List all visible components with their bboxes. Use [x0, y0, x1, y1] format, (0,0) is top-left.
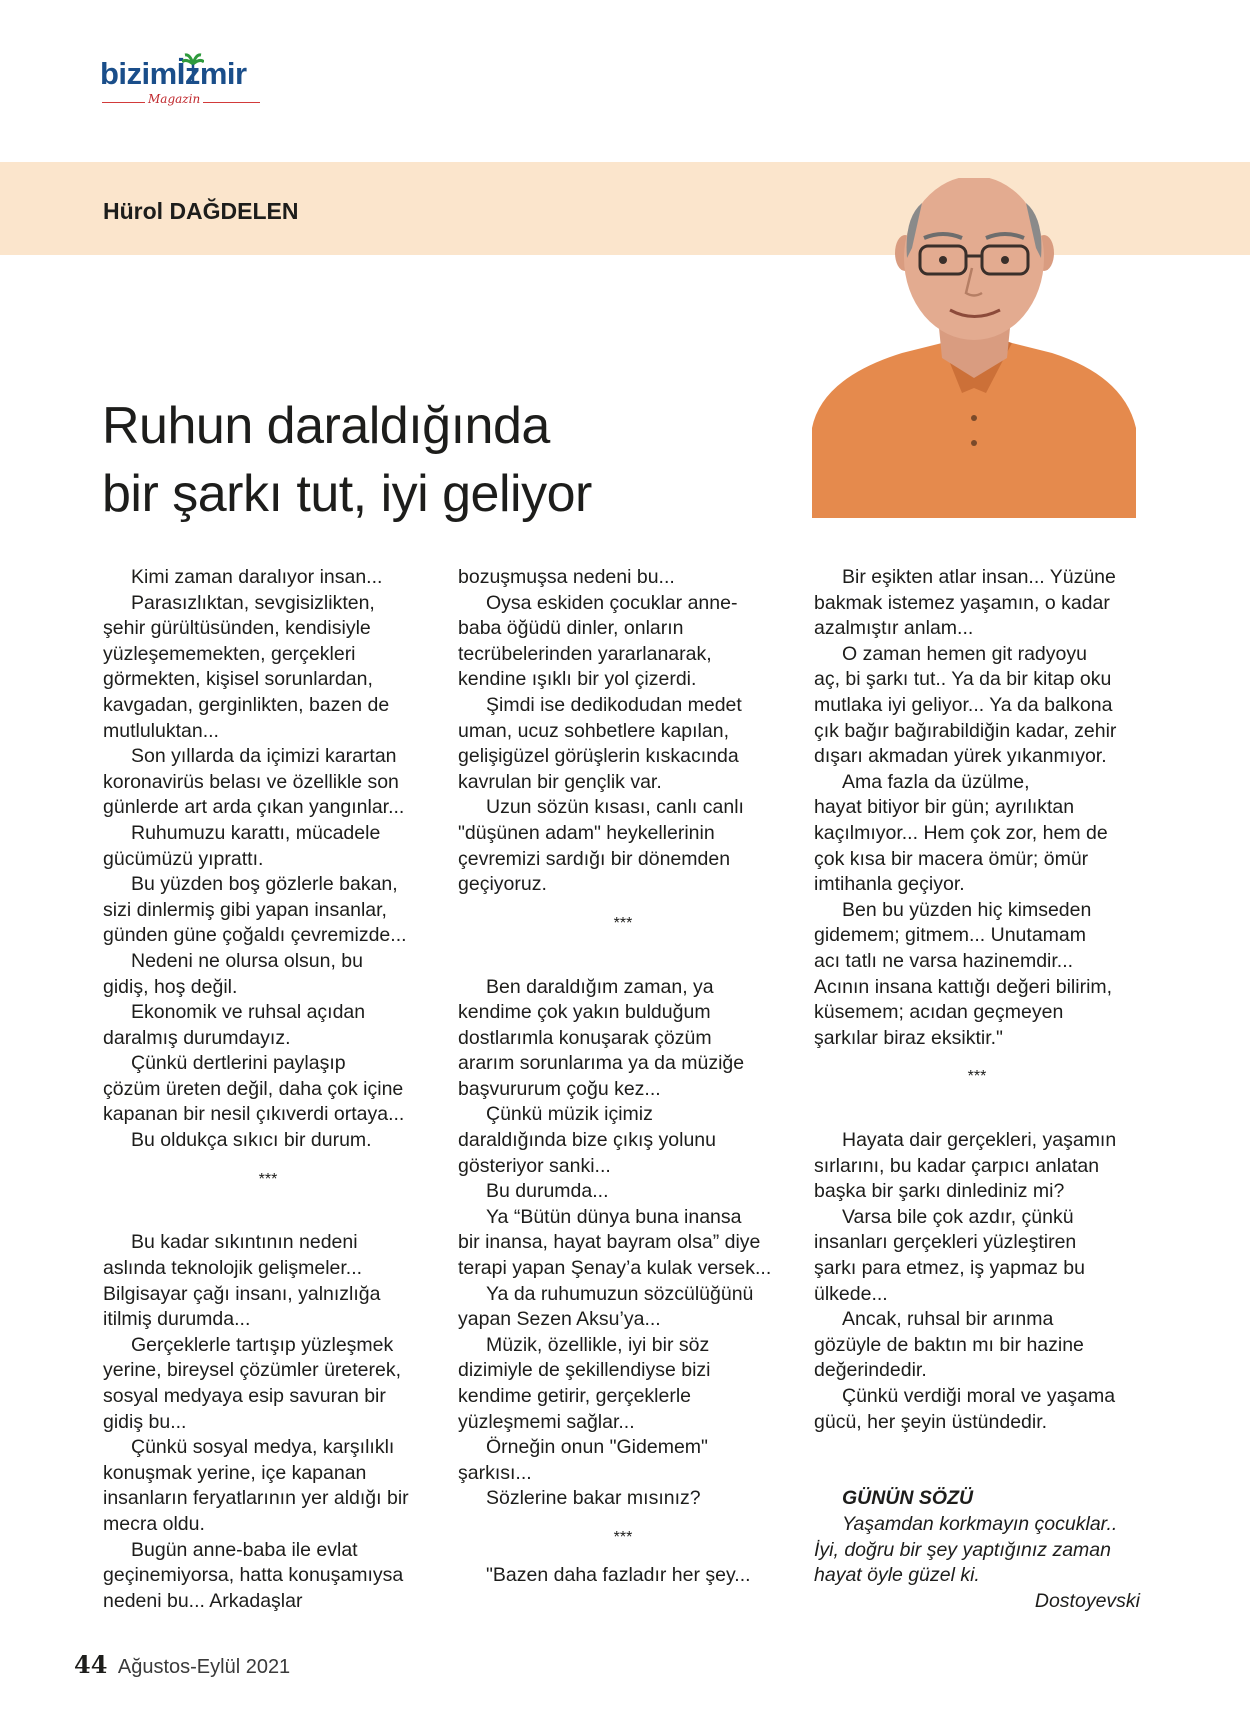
paragraph-line: ülkede... [814, 1282, 888, 1305]
quote-line: İyi, doğru bir şey yaptığınız zaman [814, 1538, 1111, 1561]
paragraph-line: Acının insana kattığı değeri bilirim, [814, 975, 1113, 998]
paragraph-line: yüzleşmemi sağlar... [458, 1410, 635, 1433]
paragraph-line: çözüm üreten değil, daha çok içine [103, 1077, 404, 1100]
paragraph-line: Müzik, özellikle, iyi bir söz [486, 1333, 710, 1356]
paragraph-line: terapi yapan Şenay’a kulak versek... [458, 1257, 772, 1280]
paragraph-line: Son yıllarda da içimizi karartan [131, 745, 397, 768]
paragraph-line: gözüyle de baktın mı bir hazine [814, 1333, 1084, 1356]
headline-line-2: bir şarkı tut, iyi geliyor [102, 465, 592, 523]
author-photo [812, 178, 1136, 518]
paragraph-line: Ya da ruhumuzun sözcülüğünü [486, 1282, 754, 1305]
paragraph-line: şarkılar biraz eksiktir." [814, 1026, 1003, 1049]
article-column-2 [458, 565, 788, 1589]
paragraph-line: nedeni bu... Arkadaşlar [103, 1589, 303, 1612]
paragraph-line: Örneğin onun "Gidemem" [486, 1436, 708, 1459]
paragraph-line: görmekten, kişisel sorunlardan, [103, 668, 373, 691]
paragraph-line: sizi dinlermiş gibi yapan insanlar, [103, 898, 387, 921]
quote-title: GÜNÜN SÖZÜ [842, 1487, 974, 1510]
paragraph-line: koronavirüs belası ve özellikle son [103, 770, 399, 793]
paragraph-line: Gerçeklerle tartışıp yüzleşmek [131, 1333, 394, 1356]
article-column-3 [814, 565, 1140, 1614]
paragraph-line: daralmış durumdayız. [103, 1026, 291, 1049]
paragraph-line: çok kısa bir macera ömür; ömür [814, 847, 1089, 870]
paragraph-line: ararım sorunlarıma ya da müziğe [458, 1052, 745, 1075]
paragraph-line: geçiyoruz. [458, 873, 547, 896]
paragraph-line: konuşmak yerine, içe kapanan [103, 1461, 367, 1484]
paragraph-line: "Bazen daha fazladır her şey... [486, 1564, 751, 1587]
paragraph-line: Bir eşikten atlar insan... Yüzüne [842, 566, 1116, 588]
paragraph-line: Uzun sözün kısası, canlı canlı [486, 796, 744, 819]
paragraph-line: gelişigüzel görüşlerin kıskacında [458, 745, 739, 768]
paragraph-line: Bu yüzden boş gözlerle bakan, [131, 873, 398, 896]
paragraph-line: gidiş bu... [103, 1410, 187, 1433]
paragraph-line: günden güne çoğaldı çevremizde... [103, 924, 407, 947]
paragraph-line: kendime getirir, gerçeklerle [458, 1385, 692, 1407]
section-separator: *** [967, 1068, 987, 1086]
paragraph-line: baba öğüdü dinler, onların [458, 617, 684, 640]
paragraph-line: Sözlerine bakar mısınız? [486, 1487, 701, 1510]
paragraph-line: acı tatlı ne varsa hazinemdir... [814, 949, 1074, 972]
brand-logo [100, 56, 270, 116]
paragraph-line: dostlarımla konuşarak çözüm [458, 1026, 712, 1049]
paragraph-line: başvururum çoğu kez... [458, 1077, 661, 1100]
article-column-1 [103, 565, 433, 1614]
paragraph-line: Ruhumuzu karattı, mücadele [131, 821, 381, 844]
paragraph-line: hayat bitiyor bir gün; ayrılıktan [814, 796, 1075, 819]
paragraph-line: gücü, her şeyin üstündedir. [814, 1410, 1048, 1433]
quote-line: Yaşamdan korkmayın çocuklar.. [842, 1512, 1118, 1535]
paragraph-line: bakmak istemez yaşamın, o kadar [814, 591, 1110, 614]
paragraph-line: kapanan bir nesil çıkıverdi ortaya... [103, 1103, 405, 1126]
paragraph-line: Kimi zaman daralıyor insan... [131, 566, 383, 588]
paragraph-line: tecrübelerinden yararlanarak, [458, 642, 712, 665]
page-footer [74, 1650, 290, 1679]
paragraph-line: Ama fazla da üzülme, [842, 770, 1030, 793]
paragraph-line: kavrulan bir gençlik var. [458, 770, 662, 793]
paragraph-line: Bu durumda... [486, 1180, 609, 1203]
quote-author: Dostoyevski [1034, 1589, 1140, 1612]
paragraph-line: yüzleşememekten, gerçekleri [103, 642, 356, 665]
issue-date: Ağustos-Eylül 2021 [117, 1656, 291, 1678]
paragraph-line: çevremizi sardığı bir dönemden [458, 847, 731, 870]
author-name: Hürol DAĞDELEN [103, 198, 299, 224]
quote-line: hayat öyle güzel ki. [814, 1564, 980, 1587]
paragraph-line: bir inansa, hayat bayram olsa” diye [458, 1231, 761, 1254]
paragraph-line: yapan Sezen Aksu’ya... [458, 1308, 661, 1331]
paragraph-line: sosyal medyaya esip savuran bir [103, 1385, 386, 1407]
paragraph-line: gücümüzü yıprattı. [103, 847, 264, 870]
paragraph-line: Bu oldukça sıkıcı bir durum. [131, 1129, 372, 1152]
paragraph-line: insanları gerçekleri yüzleştiren [814, 1231, 1077, 1254]
paragraph-line: kaçılmıyor... Hem çok zor, hem de [814, 821, 1108, 844]
paragraph-line: Bu kadar sıkıntının nedeni [131, 1231, 358, 1254]
paragraph-line: sırlarını, bu kadar çarpıcı anlatan [814, 1154, 1100, 1177]
palm-tree-icon [182, 52, 204, 82]
paragraph-line: Çünkü müzik içimiz [486, 1103, 653, 1126]
paragraph-line: mecra oldu. [103, 1512, 205, 1535]
section-separator: *** [613, 914, 633, 932]
paragraph-line: aslında teknolojik gelişmeler... [103, 1257, 363, 1280]
paragraph-line: yerine, bireysel çözümler üreterek, [103, 1359, 402, 1382]
paragraph-line: kendine ışıklı bir yol çizerdi. [458, 668, 697, 691]
paragraph-line: çık bağır bağırabildiğin kadar, zehir [814, 719, 1117, 742]
paragraph-line: azalmıştır anlam... [814, 617, 974, 640]
paragraph-line: imtihanla geçiyor. [814, 873, 965, 896]
paragraph-line: daraldığında bize çıkış yolunu [458, 1129, 716, 1152]
paragraph-line: itilmiş durumda... [103, 1308, 251, 1331]
paragraph-line: Ya “Bütün dünya buna inansa [486, 1205, 742, 1228]
paragraph-line: günlerde art arda çıkan yangınlar... [103, 796, 405, 819]
headline-line-1: Ruhun daraldığında [102, 397, 550, 455]
paragraph-line: Ben daraldığım zaman, ya [486, 975, 714, 998]
paragraph-line: şehir gürültüsünden, kendisiyle [103, 617, 371, 640]
paragraph-line: mutluluktan... [103, 719, 219, 742]
section-separator: *** [613, 1528, 633, 1546]
paragraph-line: Ancak, ruhsal bir arınma [842, 1308, 1054, 1331]
paragraph-line: aç, bi şarkı tut.. Ya da bir kitap oku [814, 668, 1112, 691]
paragraph-line: geçinemiyorsa, hatta konuşamıysa [103, 1564, 404, 1587]
paragraph-line: gidemem; gitmem... Unutamam [814, 924, 1087, 947]
paragraph-line: Çünkü verdiği moral ve yaşama [842, 1385, 1116, 1407]
paragraph-line: dizimiyle de şekillendiyse bizi [458, 1359, 711, 1382]
paragraph-line: Ekonomik ve ruhsal açıdan [131, 1001, 366, 1024]
paragraph-line: Çünkü sosyal medya, karşılıklı [131, 1436, 395, 1459]
paragraph-line: O zaman hemen git radyoyu [842, 642, 1087, 665]
brand-sub: Magazin [145, 92, 203, 106]
paragraph-line: gösteriyor sanki... [458, 1154, 611, 1177]
paragraph-line: Bilgisayar çağı insanı, yalnızlığa [103, 1282, 381, 1305]
paragraph-line: Oysa eskiden çocuklar anne- [486, 591, 738, 614]
paragraph-line: Şimdi ise dedikodudan medet [486, 693, 742, 716]
paragraph-line: Bugün anne-baba ile evlat [131, 1538, 358, 1561]
paragraph-line: insanların feryatlarının yer aldığı bir [103, 1487, 409, 1510]
paragraph-line: "düşünen adam" heykellerinin [458, 821, 715, 844]
paragraph-line: şarkısı... [458, 1461, 532, 1484]
paragraph-line: Varsa bile çok azdır, çünkü [842, 1205, 1074, 1228]
paragraph-line: kavgadan, gerginlikten, bazen de [103, 693, 390, 716]
paragraph-line: gidiş, hoş değil. [103, 975, 238, 998]
paragraph-line: Nedeni ne olursa olsun, bu [131, 949, 363, 972]
paragraph-line: değerindedir. [814, 1359, 927, 1382]
section-separator: *** [258, 1170, 278, 1188]
paragraph-line: Hayata dair gerçekleri, yaşamın [842, 1129, 1117, 1152]
article-headline [102, 392, 822, 528]
paragraph-line: Ben bu yüzden hiç kimseden [842, 898, 1092, 921]
paragraph-line: küsemem; acıdan geçmeyen [814, 1001, 1064, 1024]
paragraph-line: dışarı akmadan yürek yıkanmıyor. [814, 745, 1107, 768]
paragraph-line: uman, ucuz sohbetlere kapılan, [458, 719, 730, 742]
paragraph-line: başka bir şarkı dinlediniz mi? [814, 1180, 1065, 1203]
paragraph-line: şarkı para etmez, iş yapmaz bu [814, 1257, 1085, 1280]
brand-name: bizimİzmir [100, 56, 247, 91]
paragraph-line: mutlaka iyi geliyor... Ya da balkona [814, 693, 1113, 716]
paragraph-line: Çünkü dertlerini paylaşıp [131, 1052, 346, 1075]
quote-box [814, 1486, 1140, 1614]
paragraph-line: bozuşmuşsa nedeni bu... [458, 566, 675, 588]
paragraph-line: kendime çok yakın bulduğum [458, 1001, 711, 1024]
page-number: 44 [74, 1650, 108, 1679]
paragraph-line: Parasızlıktan, sevgisizlikten, [131, 591, 375, 614]
